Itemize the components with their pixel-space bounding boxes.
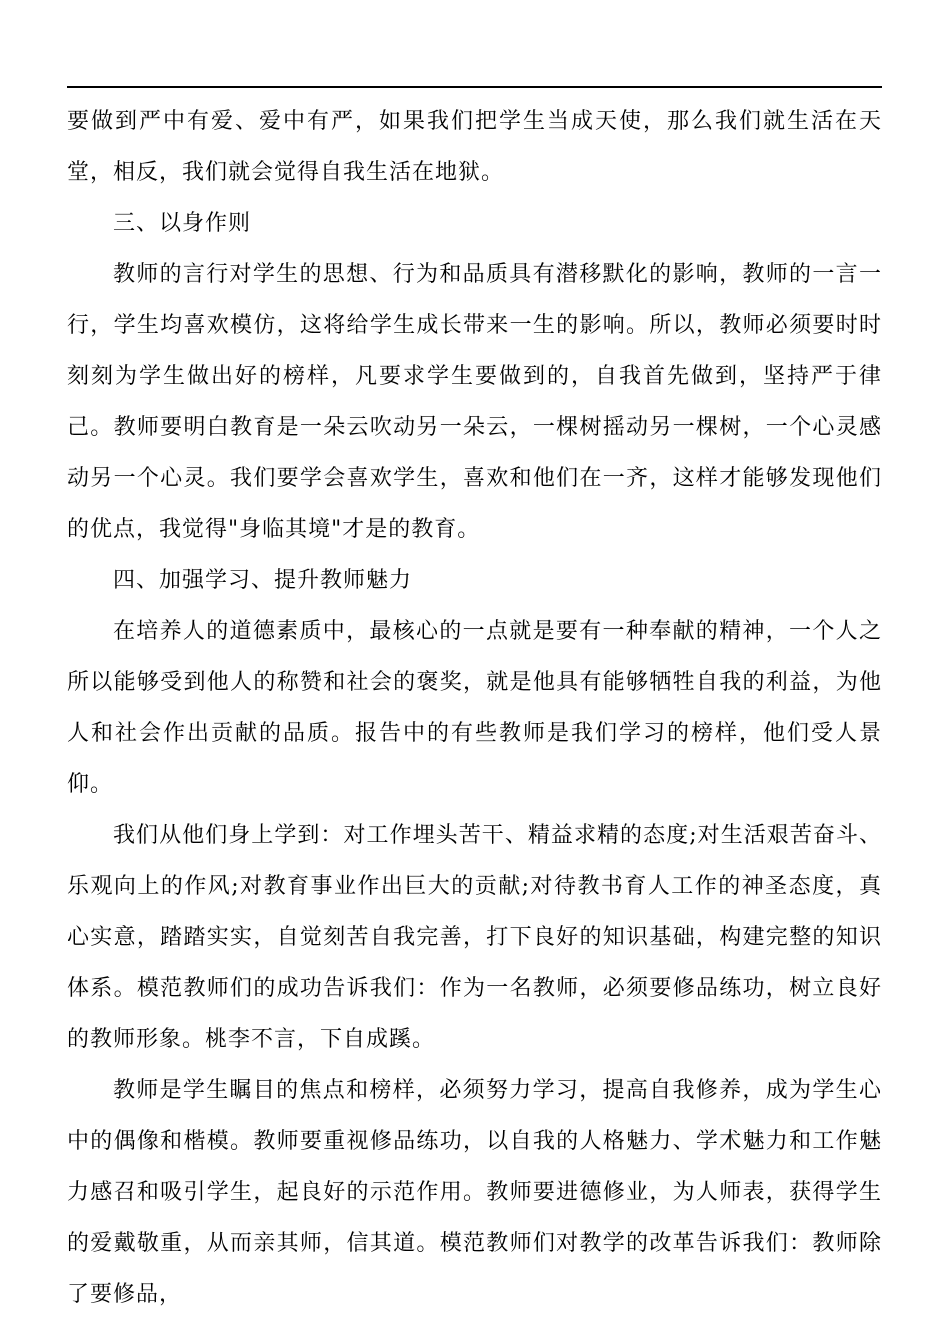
paragraph: 教师的言行对学生的思想、行为和品质具有潜移默化的影响，教师的一言一行，学生均喜欢模仿，这将给学生成长带来一生的影响。所以，教师必须要时时刻刻为学生做出好的榜样，凡要求学生要做到的，自我首先做到，坚持严于律己。教师要明白教育是一朵云吹动另一朵云，一棵树摇动另一棵树，一个心灵感动另一个心灵。我们要学会喜欢学生，喜欢和他们在一齐，这样才能够发现他们的优点，我觉得"身临其境"才是的教育。 [67,262,882,542]
header-rule [67,86,882,88]
section-heading-4: 四、加强学习、提升教师魅力 [113,568,413,593]
paragraph-continuation: 要做到严中有爱、爱中有严，如果我们把学生当成天使，那么我们就生活在天堂，相反，我们就会觉得自我生活在地狱。 [67,109,882,185]
paragraph: 我们从他们身上学到：对工作埋头苦干、精益求精的态度;对生活艰苦奋斗、乐观向上的作风;对教育事业作出巨大的贡献;对待教书育人工作的神圣态度，真心实意，踏踏实实，自觉刻苦自我完善，打下良好的知识基础，构建完整的知识体系。模范教师们的成功告诉我们：作为一名教师，必须要修品练功，树立良好的教师形象。桃李不言，下自成蹊。 [67,823,882,1052]
section-heading-3: 三、以身作则 [113,211,252,236]
paragraph: 教师是学生瞩目的焦点和榜样，必须努力学习，提高自我修养，成为学生心中的偶像和楷模。教师要重视修品练功，以自我的人格魅力、学术魅力和工作魅力感召和吸引学生，起良好的示范作用。教师要进德修业，为人师表，获得学生的爱戴敬重，从而亲其师，信其道。模范教师们对教学的改革告诉我们：教师除了要修品， [67,1078,882,1307]
document-body [67,96,882,1320]
paragraph: 在培养人的道德素质中，最核心的一点就是要有一种奉献的精神，一个人之所以能够受到他人的称赞和社会的褒奖，就是他具有能够牺牲自我的利益，为他人和社会作出贡献的品质。报告中的有些教师是我们学习的榜样，他们受人景仰。 [67,619,882,797]
